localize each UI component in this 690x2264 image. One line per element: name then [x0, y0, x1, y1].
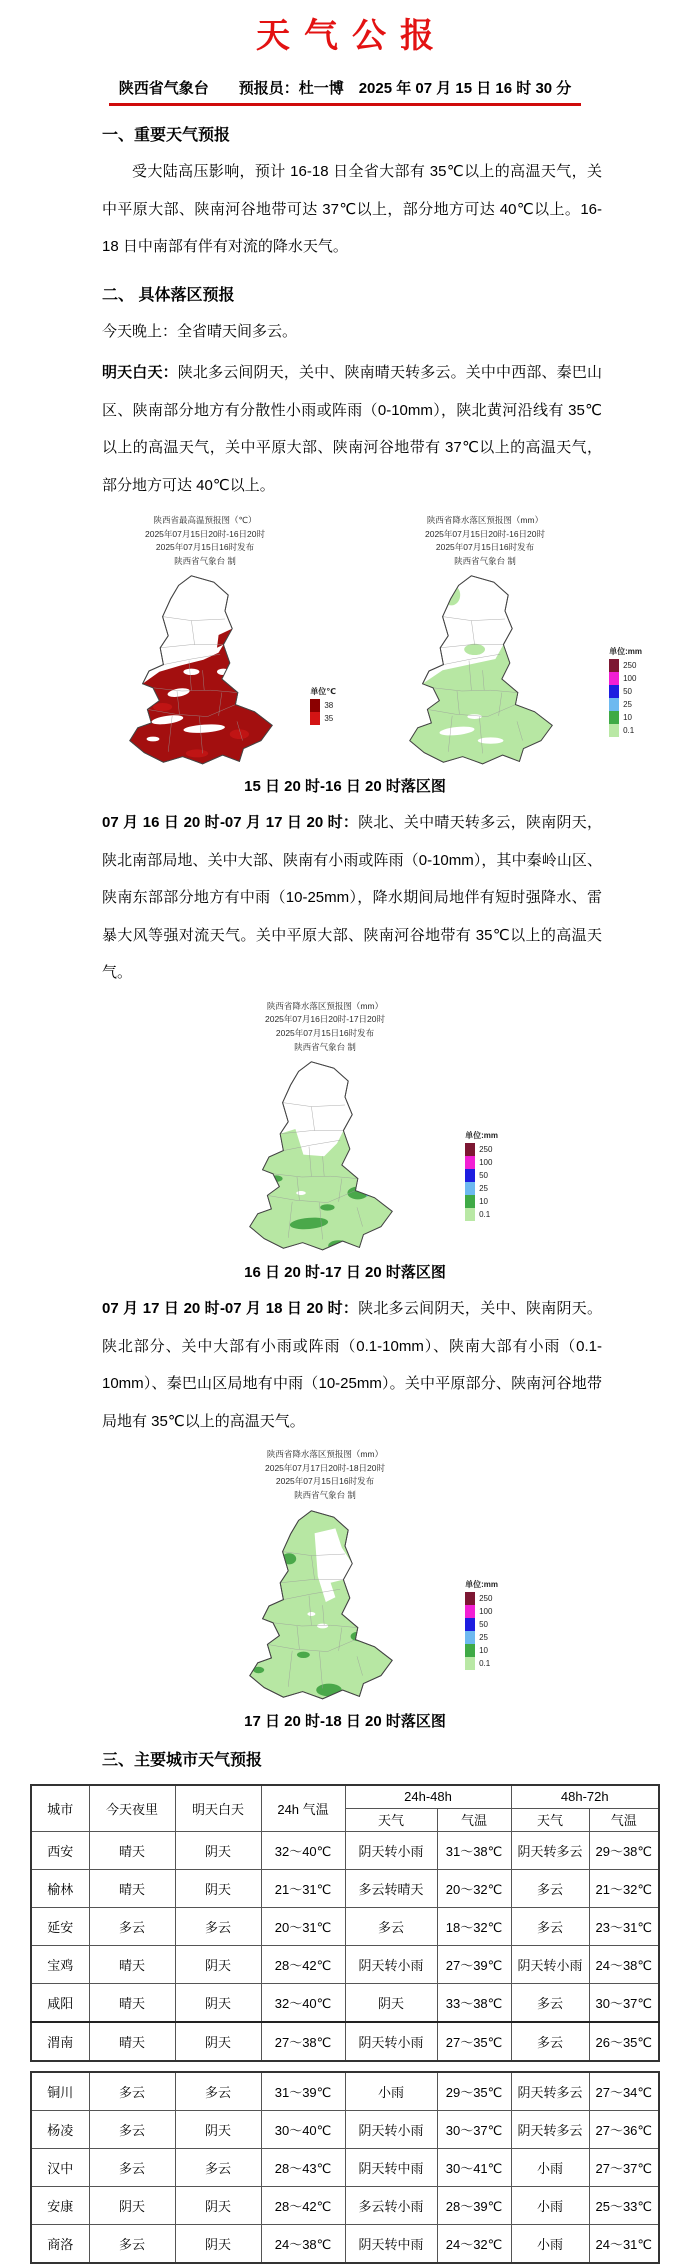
legend-swatch	[609, 698, 619, 711]
map-title: 陕西省降水落区预报图（mm）	[266, 1449, 384, 1460]
legend-item: 0.1	[465, 1657, 498, 1670]
legend-item: 35	[310, 712, 336, 725]
legend-item: 10	[609, 711, 642, 724]
legend-item: 100	[609, 672, 642, 685]
legend-item: 50	[465, 1618, 498, 1631]
map-title: 陕西省降水落区预报图（mm）	[426, 515, 544, 525]
legend-item: 100	[465, 1156, 498, 1169]
table-row: 汉中 多云 多云 28～43℃ 阴天转中雨 30～41℃ 小雨 27～37℃	[31, 2148, 659, 2186]
legend-title: 单位:mm	[465, 1131, 498, 1141]
legend-swatch	[465, 1169, 475, 1182]
legend-swatch	[465, 1605, 475, 1618]
rain-map-legend	[609, 646, 642, 737]
map-title: 陕西省最高温预报图（℃）	[153, 515, 257, 525]
map-period: 2025年07月15日20时-16日20时	[144, 528, 265, 539]
shaanxi-rain-map-day3	[241, 1506, 409, 1706]
col-weather-2448: 天气	[345, 1808, 437, 1831]
col-temp-4872: 气温	[589, 1808, 659, 1831]
shaanxi-temp-map	[121, 571, 289, 771]
day2-forecast	[102, 804, 602, 992]
map-credit: 陕西省气象台 制	[294, 1490, 356, 1501]
table-row: 榆林 晴天 阴天 21～31℃ 多云转晴天 20～32℃ 多云 21～32℃	[31, 1869, 659, 1907]
legend-item: 25	[609, 698, 642, 711]
table-row: 宝鸡 晴天 阴天 28～42℃ 阴天转小雨 27～39℃ 阴天转小雨 24～38℃	[31, 1945, 659, 1983]
legend-item: 50	[609, 685, 642, 698]
map-caption-day2: 16 日 20 时-17 日 20 时落区图	[244, 1264, 446, 1282]
legend-swatch	[465, 1143, 475, 1156]
col-tomorrow: 明天白天	[175, 1785, 261, 1832]
issuer-line: 陕西省气象台 预报员：杜一博 2025 年 07 月 15 日 16 时 30 分	[109, 77, 582, 106]
legend-item: 250	[465, 1592, 498, 1605]
legend-item: 25	[465, 1631, 498, 1644]
tomorrow-forecast	[102, 354, 602, 504]
map-issued: 2025年07月15日16时发布	[155, 542, 255, 553]
legend-swatch	[465, 1195, 475, 1208]
table-row: 铜川 多云 多云 31～39℃ 小雨 29～35℃ 阴天转多云 27～34℃	[31, 2072, 659, 2111]
map-issued: 2025年07月15日16时发布	[275, 1028, 375, 1039]
legend-item: 25	[465, 1182, 498, 1195]
city-forecast-table-top	[30, 1784, 660, 2062]
legend-swatch	[465, 1631, 475, 1644]
legend-swatch	[465, 1592, 475, 1605]
table-row: 商洛 多云 阴天 24～38℃ 阴天转中雨 24～32℃ 小雨 24～31℃	[31, 2224, 659, 2263]
table-row: 渭南 晴天 阴天 27～38℃ 阴天转小雨 27～35℃ 多云 26～35℃	[31, 2022, 659, 2061]
section-2-heading: 二、 具体落区预报	[102, 286, 235, 304]
legend-item: 250	[465, 1143, 498, 1156]
legend-title: 单位:mm	[609, 647, 642, 657]
shaanxi-rain-map-day1	[401, 571, 569, 771]
shaanxi-rain-map-day2	[241, 1057, 409, 1257]
map-period: 2025年07月15日20时-16日20时	[424, 528, 545, 539]
map-credit: 陕西省气象台 制	[294, 1041, 356, 1052]
col-24h-temp: 24h 气温	[261, 1785, 345, 1832]
col-24-48h: 24h-48h	[345, 1785, 511, 1809]
section-3-heading: 三、主要城市天气预报	[102, 1751, 263, 1769]
legend-swatch	[465, 1644, 475, 1657]
forecast-maps-day1	[0, 514, 690, 771]
col-weather-4872: 天气	[511, 1808, 589, 1831]
legend-item: 10	[465, 1195, 498, 1208]
legend-swatch	[609, 711, 619, 724]
table-header-row	[31, 1785, 659, 1809]
legend-item: 0.1	[465, 1208, 498, 1221]
map-period: 2025年07月16日20时-17日20时	[264, 1014, 385, 1025]
col-48-72h: 48h-72h	[511, 1785, 659, 1809]
map-title: 陕西省降水落区预报图（mm）	[266, 1000, 384, 1011]
legend-item: 100	[465, 1605, 498, 1618]
table-row: 安康 阴天 阴天 28～42℃ 多云转小雨 28～39℃ 小雨 25～33℃	[31, 2186, 659, 2224]
forecast-map-day3	[0, 1448, 650, 1705]
map-caption-day3: 17 日 20 时-18 日 20 时落区图	[244, 1712, 446, 1730]
rain-map-meta	[230, 1000, 420, 1054]
legend-swatch	[609, 724, 619, 737]
table-row: 咸阳 晴天 阴天 32～40℃ 阴天 33～38℃ 多云 30～37℃	[31, 1983, 659, 2022]
document-title: 天气公报	[256, 17, 448, 55]
city-forecast-table-bottom	[30, 2071, 660, 2264]
rain-map-block-day1	[390, 514, 642, 771]
legend-item: 50	[465, 1169, 498, 1182]
temp-map-block	[110, 514, 336, 771]
rain-map-meta	[230, 1448, 420, 1502]
map-issued: 2025年07月15日16时发布	[275, 1476, 375, 1487]
legend-swatch	[465, 1182, 475, 1195]
rain-map-block-day2	[230, 1000, 498, 1257]
legend-swatch	[465, 1156, 475, 1169]
table-row: 西安 晴天 阴天 32～40℃ 阴天转小雨 31～38℃ 阴天转多云 29～38℃	[31, 1831, 659, 1869]
legend-swatch	[609, 659, 619, 672]
issuer-row	[0, 77, 690, 106]
legend-swatch	[310, 712, 320, 725]
legend-item: 0.1	[609, 724, 642, 737]
rain-map-legend	[465, 1130, 498, 1221]
legend-swatch	[310, 699, 320, 712]
map-issued: 2025年07月15日16时发布	[435, 542, 535, 553]
day2-label: 07 月 16 日 20 时-07 月 17 日 20 时：	[102, 814, 359, 832]
section-1-heading: 一、重要天气预报	[102, 127, 231, 144]
legend-swatch	[609, 672, 619, 685]
legend-title: 单位:mm	[465, 1579, 498, 1589]
map-credit: 陕西省气象台 制	[454, 555, 516, 566]
forecast-map-day2	[0, 1000, 650, 1257]
day3-forecast	[102, 1290, 602, 1440]
legend-swatch	[465, 1208, 475, 1221]
legend-item: 10	[465, 1644, 498, 1657]
map-credit: 陕西省气象台 制	[174, 555, 236, 566]
temp-map-legend	[310, 686, 336, 725]
map-period: 2025年07月17日20时-18日20时	[264, 1462, 385, 1473]
col-temp-2448: 气温	[437, 1808, 511, 1831]
temp-map-meta	[110, 514, 300, 568]
legend-swatch	[465, 1657, 475, 1670]
rain-map-meta	[390, 514, 580, 568]
legend-item: 250	[609, 659, 642, 672]
tomorrow-label: 明天白天：	[102, 364, 178, 381]
legend-item: 38	[310, 699, 336, 712]
table-row: 延安 多云 多云 20～31℃ 多云 18～32℃ 多云 23～31℃	[31, 1907, 659, 1945]
rain-map-block-day3	[230, 1448, 498, 1705]
legend-swatch	[465, 1618, 475, 1631]
tonight-forecast: 今天晚上：全省晴天间多云。	[102, 322, 298, 340]
rain-map-legend	[465, 1579, 498, 1670]
day3-label: 07 月 17 日 20 时-07 月 18 日 20 时：	[102, 1300, 359, 1318]
day3-text: 陕北多云间阴天，关中、陕南阴天。陕北部分、关中大部有小雨或阵雨（0.1-10mm）、陕南大部有小雨（0.1-10mm）、秦巴山区局地有中雨（10-25mm）。关中平原部分、陕南河谷地带局地有 35℃以上的高温天气。	[102, 1300, 602, 1430]
table-row: 杨凌 多云 阴天 30～40℃ 阴天转小雨 30～37℃ 阴天转多云 27～36℃	[31, 2110, 659, 2148]
col-tonight: 今天夜里	[89, 1785, 175, 1832]
tomorrow-text: 陕北多云间阴天，关中、陕南晴天转多云。关中中西部、秦巴山区、陕南部分地方有分散性小雨或阵雨（0-10mm），陕北黄河沿线有 35℃以上的高温天气，关中平原大部、陕南河谷地带有 37℃以上的高温天气，部分地方可达 40℃以上。	[102, 364, 602, 494]
day2-text: 陕北、关中晴天转多云，陕南阴天，陕北南部局地、关中大部、陕南有小雨或阵雨（0-10mm），其中秦岭山区、陕南东部部分地方有中雨（10-25mm），降水期间局地伴有短时强降水、雷暴大风等强对流天气。关中平原大部、陕南河谷地带有 35℃以上的高温天气。	[102, 814, 602, 982]
col-city: 城市	[31, 1785, 89, 1832]
legend-swatch	[609, 685, 619, 698]
legend-title: 单位℃	[310, 687, 336, 697]
map-caption-day1: 15 日 20 时-16 日 20 时落区图	[244, 778, 446, 796]
important-forecast-paragraph: 受大陆高压影响，预计 16-18 日全省大部有 35℃以上的高温天气，关中平原大部、陕南河谷地带可达 37℃以上，部分地方可达 40℃以上。16-18 日中南部有伴有对流的降水天气。	[102, 163, 602, 255]
